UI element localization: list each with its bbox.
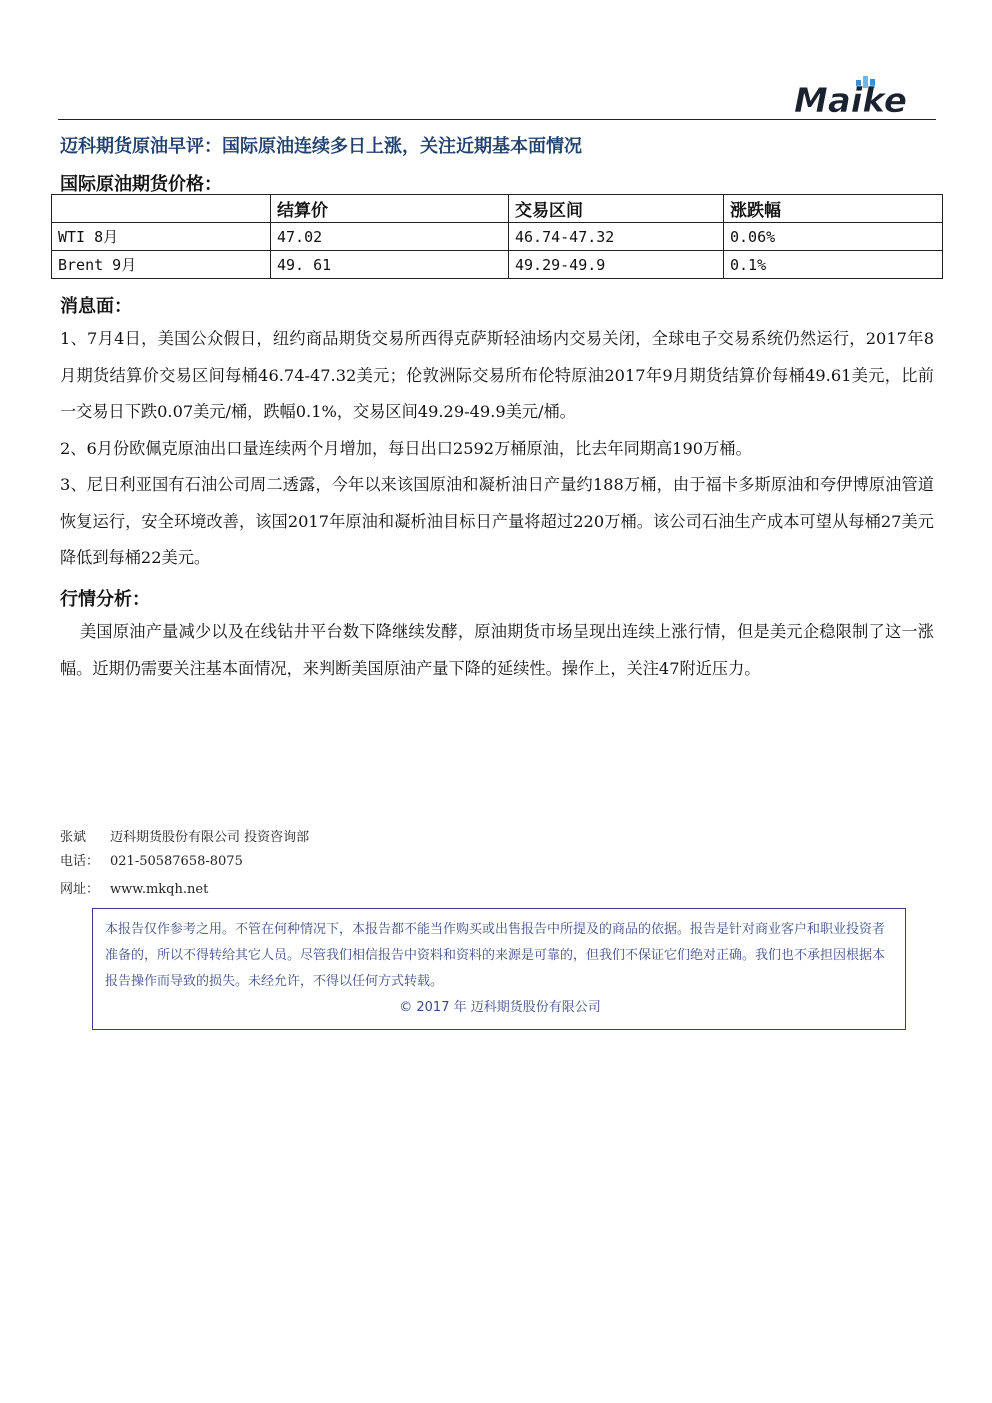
cell-change: 0.06% — [724, 223, 943, 251]
page-title: 迈科期货原油早评：国际原油连续多日上涨，关注近期基本面情况 — [60, 136, 582, 157]
price-table — [51, 194, 943, 279]
contact-author-line — [60, 826, 309, 845]
disclaimer-box — [92, 908, 906, 1030]
author-name: 张斌 — [60, 830, 87, 845]
copyright: © 2017 年 迈科期货股份有限公司 — [399, 1000, 601, 1015]
phone-value: 021-50587658-8075 — [110, 854, 243, 869]
web-label: 网址： — [60, 882, 100, 897]
col-header-range: 交易区间 — [509, 195, 724, 223]
cell-range: 46.74-47.32 — [509, 223, 724, 251]
cell-change: 0.1% — [724, 251, 943, 279]
logo-text: Maike — [794, 81, 907, 118]
cell-name: WTI 8月 — [52, 223, 271, 251]
news-item-3: 3、尼日利亚国有石油公司周二透露，今年以来该国原油和凝析油日产量约188万桶，由于福卡多斯原油和夸伊博原油管道恢复运行，安全环境改善，该国2017年原油和凝析油目标日产量将超过220万桶。该公司石油生产成本可望从每桶27美元降低到每桶22美元。 — [60, 475, 934, 567]
cell-settle: 49. 61 — [271, 251, 509, 279]
table-row — [52, 251, 943, 279]
disclaimer-text: 本报告仅作参考之用。不管在何种情况下，本报告都不能当作购买或出售报告中所提及的商品的依据。报告是针对商业客户和职业投资者准备的，所以不得转给其它人员。尽管我们相信报告中资料和资料的来源是可靠的，但我们不保证它们绝对正确。我们也不承担因根据本报告操作而导致的损失。未经允许，不得以任何方式转载。 — [105, 922, 886, 989]
cell-settle: 47.02 — [271, 223, 509, 251]
news-heading: 消息面： — [60, 296, 132, 317]
header-rule — [58, 119, 936, 120]
author-org: 迈科期货股份有限公司 投资咨询部 — [110, 830, 310, 845]
news-item-2: 2、6月份欧佩克原油出口量连续两个月增加，每日出口2592万桶原油，比去年同期高190万桶。 — [60, 439, 752, 458]
col-header-name — [52, 195, 271, 223]
news-item-1: 1、7月4日，美国公众假日，纽约商品期货交易所西得克萨斯轻油场内交易关闭，全球电子交易系统仍然运行，2017年8月期货结算价交易区间每桶46.74-47.32美元；伦敦洲际交易所布伦特原油2017年9月期货结算价每桶49.61美元，比前一交易日下跌0.07美元/桶，跌幅0.1%，交易区间49.29-49.9美元/桶。 — [60, 329, 934, 421]
cell-name: Brent 9月 — [52, 251, 271, 279]
col-header-change: 涨跌幅 — [724, 195, 943, 223]
col-header-settle: 结算价 — [271, 195, 509, 223]
maike-logo — [790, 74, 938, 118]
table-header-row — [52, 195, 943, 223]
prices-heading: 国际原油期货价格： — [60, 174, 222, 195]
contact-web-line — [60, 878, 208, 897]
phone-label: 电话： — [60, 854, 100, 869]
contact-phone-line — [60, 850, 243, 869]
analysis-text: 美国原油产量减少以及在线钻井平台数下降继续发酵，原油期货市场呈现出连续上涨行情，但是美元企稳限制了这一涨幅。近期仍需要关注基本面情况，来判断美国原油产量下降的延续性。操作上，关注47附近压力。 — [60, 622, 934, 678]
web-value: www.mkqh.net — [110, 882, 209, 897]
analysis-heading: 行情分析： — [60, 589, 150, 610]
cell-range: 49.29-49.9 — [509, 251, 724, 279]
table-row — [52, 223, 943, 251]
